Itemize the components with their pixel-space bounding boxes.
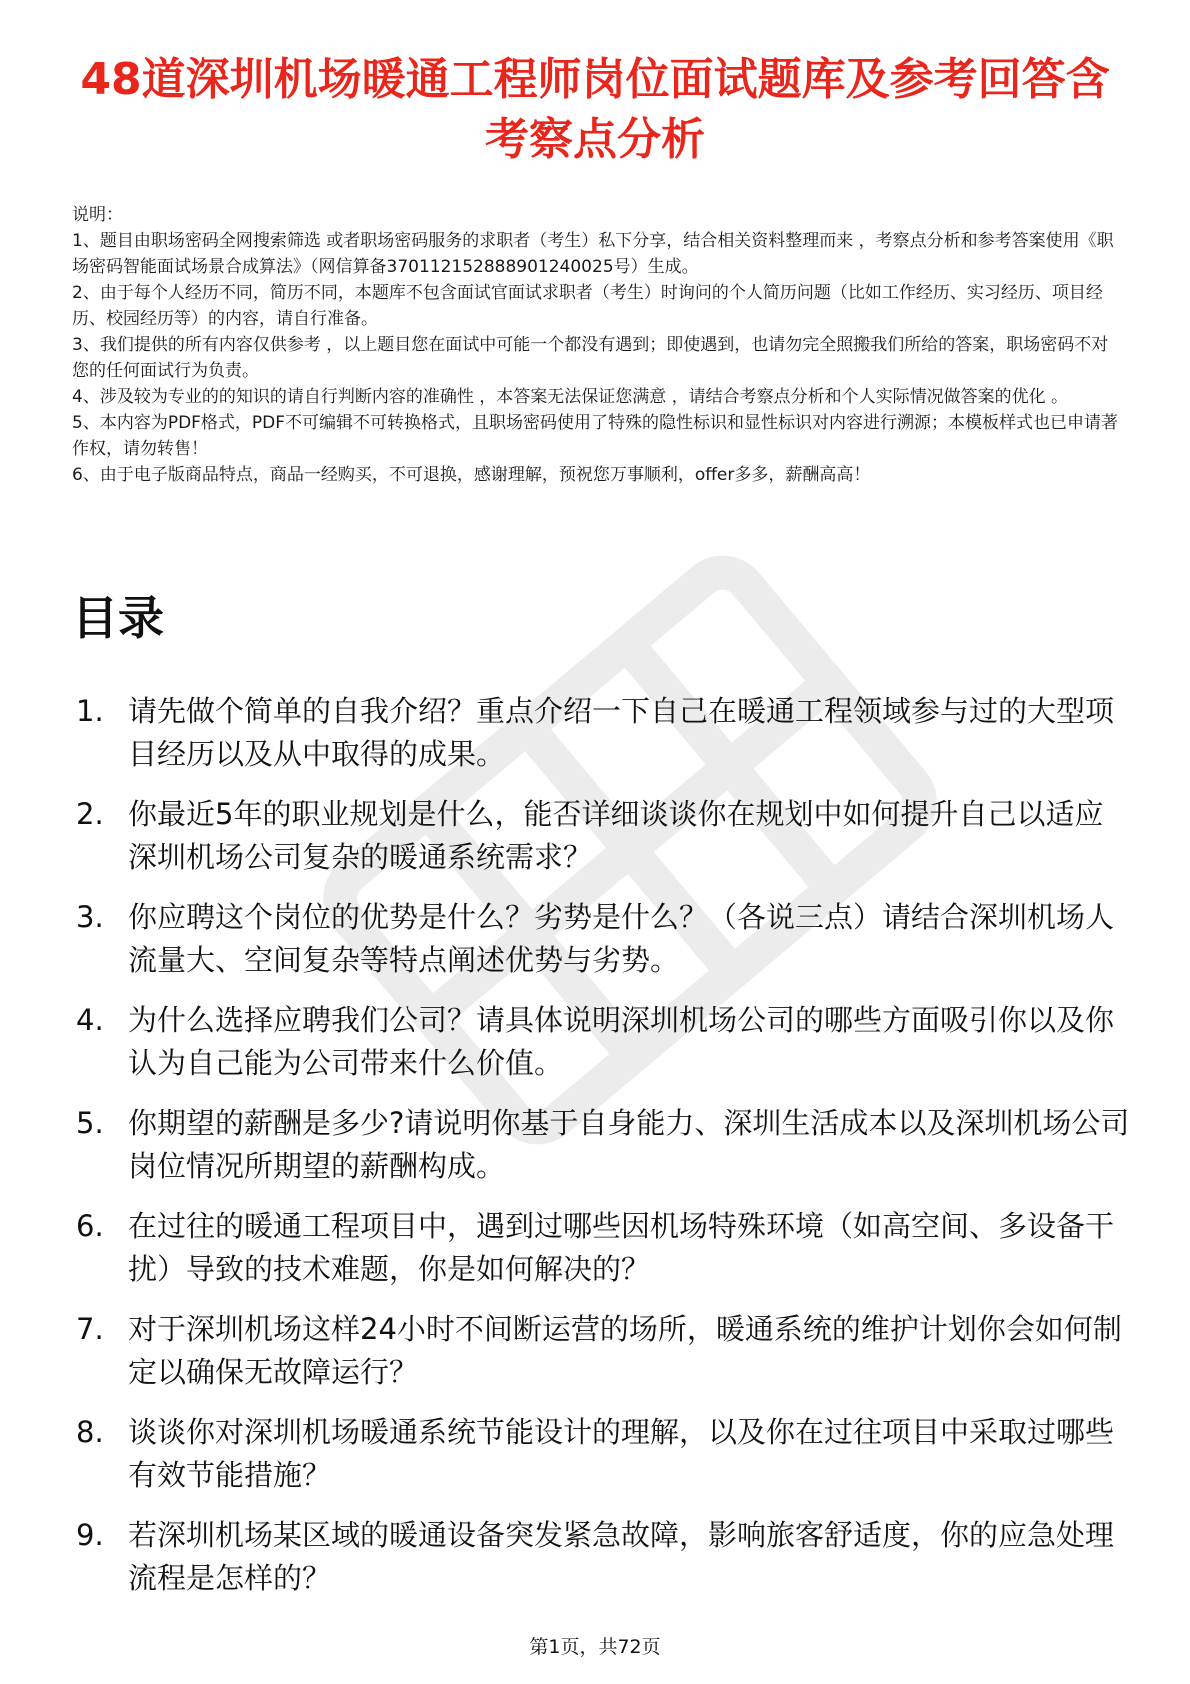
toc-list (72, 690, 1132, 1617)
note-item: 1、题目由职场密码全网搜索筛选 或者职场密码服务的求职者（考生）私下分享，结合相关资料整理而来 ，考察点分析和参考答案使用《职场密码智能面试场景合成算法》（网信算备370112152888901240025号）生成。 (72, 231, 1114, 277)
note-item: 5、本内容为PDF格式，PDF不可编辑不可转换格式，且职场密码使用了特殊的隐性标识和显性标识对内容进行溯源；本模板样式也已申请著作权，请勿转售！ (72, 413, 1119, 459)
toc-item-number: 2. (76, 797, 104, 831)
note-item: 2、由于每个人经历不同，简历不同，本题库不包含面试官面试求职者（考生）时询问的个人简历问题（比如工作经历、实习经历、项目经历、校园经历等）的内容，请自行准备。 (72, 283, 1103, 329)
toc-item-text: 对于深圳机场这样24小时不间断运营的场所，暖通系统的维护计划你会如何制定以确保无故障运行？ (128, 1312, 1122, 1389)
notes-heading: 说明： (72, 205, 123, 225)
toc-item-text: 你应聘这个岗位的优势是什么？劣势是什么？（各说三点）请结合深圳机场人流量大、空间复杂等特点阐述优势与劣势。 (128, 900, 1115, 977)
toc-item-number: 4. (76, 1003, 104, 1037)
toc-item[interactable] (72, 793, 1132, 879)
toc-item-number: 1. (76, 694, 104, 728)
toc-item-text: 你期望的薪酬是多少?请说明你基于自身能力、深圳生活成本以及深圳机场公司岗位情况所期望的薪酬构成。 (128, 1106, 1130, 1183)
toc-item-text: 若深圳机场某区域的暖通设备突发紧急故障，影响旅客舒适度，你的应急处理流程是怎样的？ (128, 1518, 1115, 1595)
note-item: 4、涉及较为专业的的知识的请自行判断内容的准确性 ，本答案无法保证您满意 ，请结合考察点分析和个人实际情况做答案的优化 。 (72, 387, 1069, 407)
toc-item-number: 6. (76, 1209, 104, 1243)
toc-item[interactable] (72, 1102, 1132, 1188)
toc-item-number: 8. (76, 1415, 104, 1449)
toc-item-text: 谈谈你对深圳机场暖通系统节能设计的理解，以及你在过往项目中采取过哪些有效节能措施？ (128, 1415, 1115, 1492)
toc-item[interactable] (72, 896, 1132, 982)
notes-section (72, 202, 1122, 488)
toc-item[interactable] (72, 1308, 1132, 1394)
toc-item-text: 请先做个简单的自我介绍？重点介绍一下自己在暖通工程领域参与过的大型项目经历以及从中取得的成果。 (128, 694, 1115, 771)
toc-item[interactable] (72, 1411, 1132, 1497)
toc-item[interactable] (72, 999, 1132, 1085)
toc-item-number: 7. (76, 1312, 104, 1346)
note-item: 6、由于电子版商品特点，商品一经购买，不可退换，感谢理解，预祝您万事顺利，offer多多，薪酬高高！ (72, 465, 871, 485)
toc-item-number: 5. (76, 1106, 104, 1140)
toc-item[interactable] (72, 1205, 1132, 1291)
toc-item-text: 你最近5年的职业规划是什么，能否详细谈谈你在规划中如何提升自己以适应深圳机场公司复杂的暖通系统需求？ (128, 797, 1104, 874)
toc-heading: 目录 (72, 591, 164, 645)
note-item: 3、我们提供的所有内容仅供参考 ，以上题目您在面试中可能一个都没有遇到；即使遇到，也请勿完全照搬我们所给的答案，职场密码不对您的任何面试行为负责。 (72, 335, 1109, 381)
toc-item-number: 3. (76, 900, 104, 934)
toc-item[interactable] (72, 690, 1132, 776)
toc-item-number: 9. (76, 1518, 104, 1552)
toc-item-text: 为什么选择应聘我们公司？请具体说明深圳机场公司的哪些方面吸引你以及你认为自己能为公司带来什么价值。 (128, 1003, 1115, 1080)
toc-item[interactable] (72, 1514, 1132, 1600)
page-title: 48道深圳机场暖通工程师岗位面试题库及参考回答含考察点分析 (80, 54, 1110, 165)
page-footer: 第1页，共72页 (529, 1636, 661, 1658)
toc-item-text: 在过往的暖通工程项目中，遇到过哪些因机场特殊环境（如高空间、多设备干扰）导致的技术难题，你是如何解决的？ (128, 1209, 1115, 1286)
